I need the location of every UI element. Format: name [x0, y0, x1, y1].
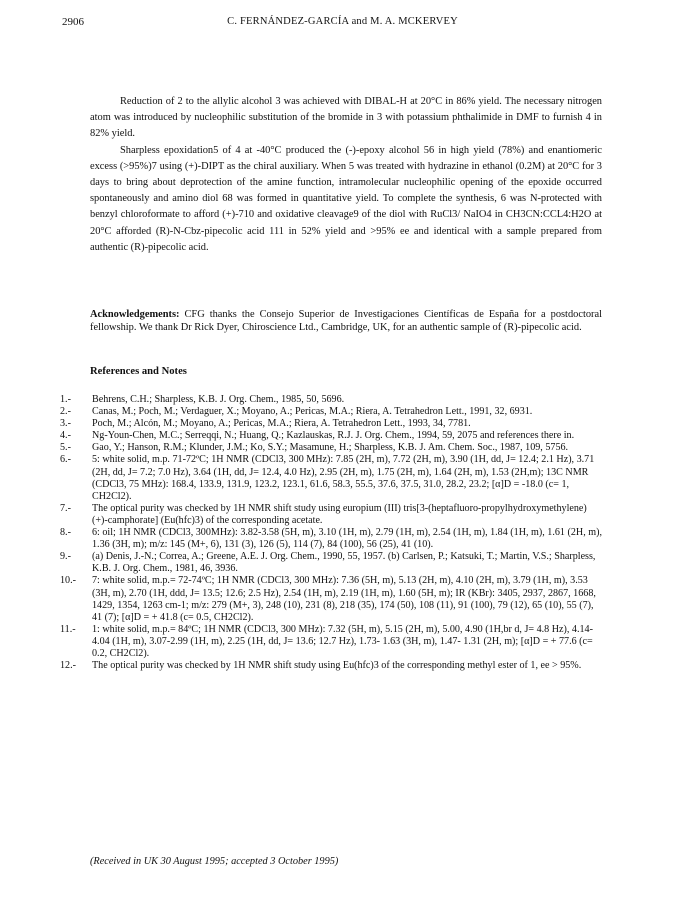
reference-text: Canas, M.; Poch, M.; Verdaguer, X.; Moyano, A.; Pericas, M.A.; Riera, A. Tetrahedron Lett., 1991, 32, 6931. [92, 406, 533, 418]
reference-item [60, 430, 605, 442]
reference-number: 5.- [60, 442, 71, 454]
reference-item [60, 418, 605, 430]
reference-text: (a) Denis, J.-N.; Correa, A.; Greene, A.E. J. Org. Chem., 1990, 55, 1957. (b) Carlsen, P.; Katsuki, T.; Martin, V.S.; Sharpless, K.B. J. Org. Chem., 1981, 46, 3936. [92, 551, 596, 575]
body-text [90, 94, 602, 256]
reference-number: 7.- [60, 502, 71, 514]
reference-number: 12.- [60, 660, 76, 672]
reference-item [60, 503, 605, 527]
reference-number: 1.- [60, 394, 71, 405]
references-list [60, 394, 605, 672]
paragraph-1: Reduction of 2 to the allylic alcohol 3 was achieved with DIBAL-H at 20°C in 86% yield. The necessary nitrogen atom was introduced by nucleophilic substitution of the bromide in 3 with potassium phthalimide in DMF to furnish 4 in 82% yield. [90, 96, 602, 140]
reference-item [60, 406, 605, 418]
reference-text: Ng-Youn-Chen, M.C.; Serreqqi, N.; Huang, Q.; Kazlauskas, R.J. J. Org. Chem., 1994, 59, 2075 and references there in. [92, 430, 575, 442]
paragraph-2: Sharpless epoxidation5 of 4 at -40°C produced the (-)-epoxy alcohol 56 in high yield (78%) and enantiomeric excess (>95%)7 using (+)-DIPT as the chiral auxiliary. When 5 was treated with hydrazine in ethanol (0.2M) at 20°C for 3 days to bring about deprotection of the amine function, intramolecular nucleophilic opening of the epoxide occurred spontaneously and amino diol 68 was formed in quantitative yield. To complete the synthesis, 6 was N-protected with benzyl chloroformate to afford (+)-710 and oxidative cleavage9 of the diol with RuCl3/ NaIO4 in CH3CN:CCL4:H2O at 20°C afforded (R)-N-Cbz-pipecolic acid 111 in 52% yield and >95% ee and identical with a sample prepared from authentic (R)-pipecolic acid. [90, 144, 602, 253]
acknowledgements-text: CFG thanks the Consejo Superior de Investigaciones Científicas de España for a postdoctoral fellowship. We thank Dr Rick Dyer, Chiroscience Ltd., Cambridge, UK, for an authentic sample of (R)-pipecolic acid. [90, 309, 602, 333]
reference-number: 3.- [60, 418, 71, 430]
reference-number: 4.- [60, 430, 71, 442]
reference-number: 2.- [60, 406, 71, 418]
page-number: 2906 [62, 16, 84, 28]
reference-text: 6: oil; 1H NMR (CDCl3, 300MHz): 3.82-3.58 (5H, m), 3.10 (1H, m), 2.79 (1H, m), 2.54 (1H, m), 1.84 (1H, m), 1.61 (2H, m), 1.36 (3H, m); m/z: 145 (M+, 6), 131 (3), 126 (5), 114 (7), 84 (100), 56 (25), 41 (10). [92, 527, 602, 551]
reference-number: 6.- [60, 454, 71, 466]
reference-text: 1: white solid, m.p.= 84ºC; 1H NMR (CDCl3, 300 MHz): 7.32 (5H, m), 5.15 (2H, m), 5.00, 4.90 (1H,br d, J= 4.8 Hz), 4.14-4.04 (1H, m), 3.07-2.99 (1H, m), 2.25 (1H, dd, J= 13.6; 12.7 Hz), 1.73- 1.63 (3H, m), 1.47- 1.31 (2H, m); [α]D = + 77.6 (c= 0.2, CH2Cl2). [92, 623, 593, 659]
received-note: (Received in UK 30 August 1995; accepted 3 October 1995) [90, 856, 339, 867]
reference-item [60, 527, 605, 551]
reference-item [60, 442, 605, 454]
reference-number: 8.- [60, 527, 71, 539]
reference-number: 9.- [60, 551, 71, 563]
reference-item [60, 575, 605, 623]
acknowledgements-label: Acknowledgements: [90, 309, 180, 320]
reference-text: 5: white solid, m.p. 71-72ºC; 1H NMR (CDCl3, 300 MHz): 7.85 (2H, m), 7.72 (2H, m), 3.90 (1H, dd, J= 12.4; 2.1 Hz), 3.71 (2H, dd, J= 7.2; 7.0 Hz), 3.64 (1H, dd, J= 12.4, 4.0 Hz), 2.95 (2H, m), 1.75 (2H, m), 1.64 (2H, m), 1.53 (2H,m); 13C NMR (CDCl3, 75 MHz): 168.4, 133.9, 131.9, 123.2, 123.1, 61.6, 58.3, 55.5, 37.6, 37.5, 31.0, 28.2, 23.2; [α]D = -18.0 (c= 1, CH2Cl2). [92, 454, 595, 502]
reference-text: The optical purity was checked by 1H NMR shift study using Eu(hfc)3 of the corresponding methyl ester of 1, ee > 95%. [92, 660, 582, 672]
reference-number: 11.- [60, 623, 76, 635]
reference-item [60, 551, 605, 575]
reference-item [60, 660, 605, 672]
reference-number: 10.- [60, 575, 76, 587]
reference-item [60, 394, 605, 406]
running-head-authors: C. FERNÁNDEZ-GARCÍA and M. A. MCKERVEY [227, 16, 458, 27]
acknowledgements [90, 309, 602, 334]
reference-text: Gao, Y.; Hanson, R.M.; Klunder, J.M.; Ko, S.Y.; Masamune, H.; Sharpless, K.B. J. Am. Chem. Soc., 1987, 109, 5756. [92, 442, 569, 454]
reference-text: Behrens, C.H.; Sharpless, K.B. J. Org. Chem., 1985, 50, 5696. [92, 394, 345, 405]
reference-text: 7: white solid, m.p.= 72-74ºC; 1H NMR (CDCl3, 300 MHz): 7.36 (5H, m), 5.13 (2H, m), 4.10 (2H, m), 3.79 (1H, m), 3.53 (3H, m), 2.70 (1H, ddd, J= 13.5; 12.6; 2.5 Hz), 2.54 (1H, m), 2.19 (1H, m), 1.60 (5H, m); IR (KBr): 3405, 2937, 2867, 1668, 1429, 1354, 1263 cm-1; m/z: 279 (M+, 3), 248 (10), 231 (8), 218 (35), 174 (50), 108 (11), 91 (100), 79 (12), 65 (10), 55 (7), 41 (7); [α]D = + 41.8 (c= 0.5, CH2Cl2). [92, 575, 596, 623]
references-heading: References and Notes [90, 366, 187, 377]
page-header [62, 16, 623, 30]
reference-text: The optical purity was checked by 1H NMR shift study using europium (III) tris[3-(heptafluoro-propylhydroxymethylene) (+)-camphorate] (Eu(hfc)3) of the corresponding acetate. [92, 502, 587, 526]
reference-text: Poch, M.; Alcón, M.; Moyano, A.; Pericas, M.A.; Riera, A. Tetrahedron Lett., 1993, 34, 7781. [92, 418, 471, 430]
reference-item [60, 624, 605, 660]
reference-item [60, 454, 605, 502]
